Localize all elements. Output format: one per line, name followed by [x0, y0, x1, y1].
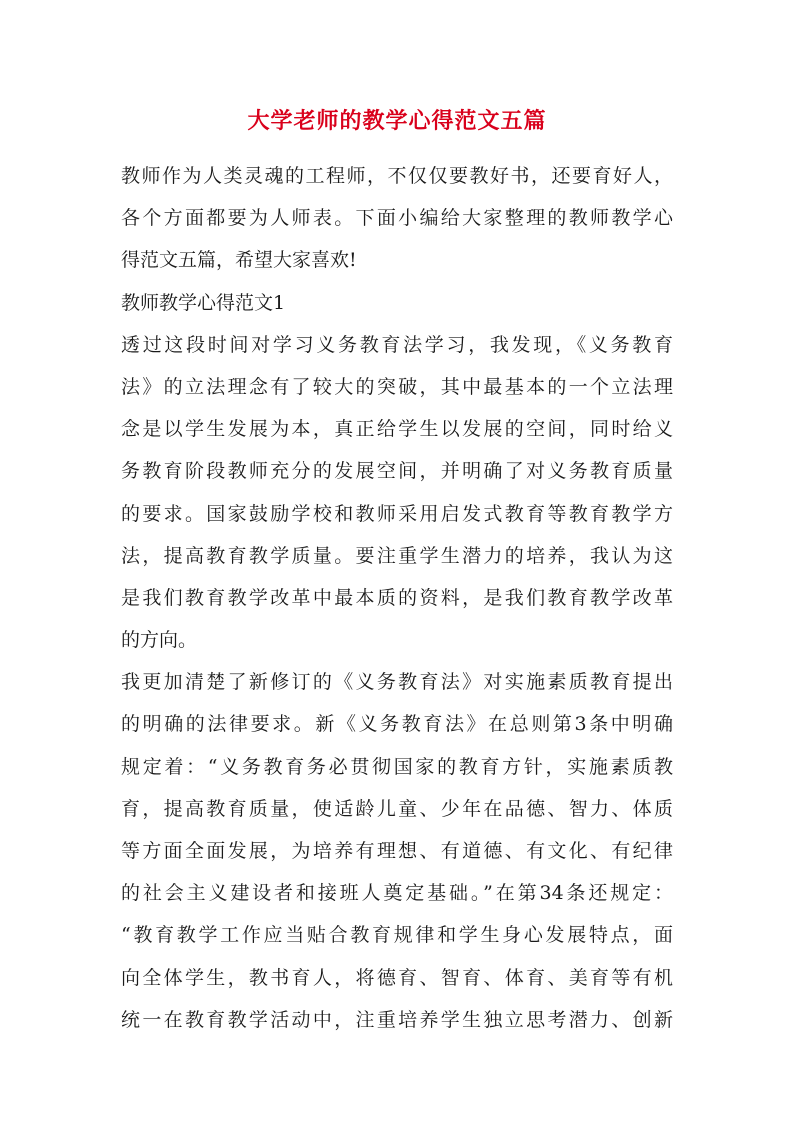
text-line: 教师教学心得范文1	[121, 291, 286, 314]
document-body	[121, 155, 673, 1041]
text-line: 教师作为人类灵魂的工程师，不仅仅要教好书，还要育好人，	[121, 165, 673, 187]
text-line: 是我们教育教学改革中最本质的资料，是我们教育教学改革	[121, 586, 673, 609]
text-line: 的明确的法律要求。新《义务教育法》在总则第3条中明确	[121, 713, 673, 736]
text-line: 的要求。国家鼓励学校和教师采用启发式教育等教育教学方	[121, 502, 673, 525]
text-line: 规定着：“义务教育务必贯彻国家的教育方针，实施素质教	[121, 755, 673, 778]
text-line: 的社会主义建设者和接班人奠定基础。”在第34条还规定：	[121, 882, 673, 905]
text-line: 法》的立法理念有了较大的突破，其中最基本的一个立法理	[121, 375, 673, 398]
text-line: 务教育阶段教师充分的发展空间，并明确了对义务教育质量	[121, 460, 673, 483]
text-line: 法，提高教育教学质量。要注重学生潜力的培养，我认为这	[121, 544, 673, 567]
text-line: 向全体学生，教书育人，将德育、智育、体育、美育等有机	[121, 966, 673, 989]
text-line: 统一在教育教学活动中，注重培养学生独立思考潜力、创新	[121, 1008, 673, 1031]
text-line: 育，提高教育质量，使适龄儿童、少年在品德、智力、体质	[121, 797, 673, 820]
text-line: “教育教学工作应当贴合教育规律和学生身心发展特点，面	[121, 924, 673, 947]
text-line: 各个方面都要为人师表。下面小编给大家整理的教师教学心	[121, 207, 673, 230]
text-line: 念是以学生发展为本，真正给学生以发展的空间，同时给义	[121, 418, 673, 441]
text-line: 得范文五篇，希望大家喜欢!	[121, 249, 357, 272]
text-line: 我更加清楚了新修订的《义务教育法》对实施素质教育提出	[121, 671, 673, 694]
text-line: 的方向。	[121, 629, 198, 652]
document-title: 大学老师的教学心得范文五篇	[247, 108, 547, 134]
text-line: 透过这段时间对学习义务教育法学习，我发现，《义务教育	[121, 333, 673, 356]
text-line: 等方面全面发展，为培养有理想、有道德、有文化、有纪律	[121, 840, 673, 862]
